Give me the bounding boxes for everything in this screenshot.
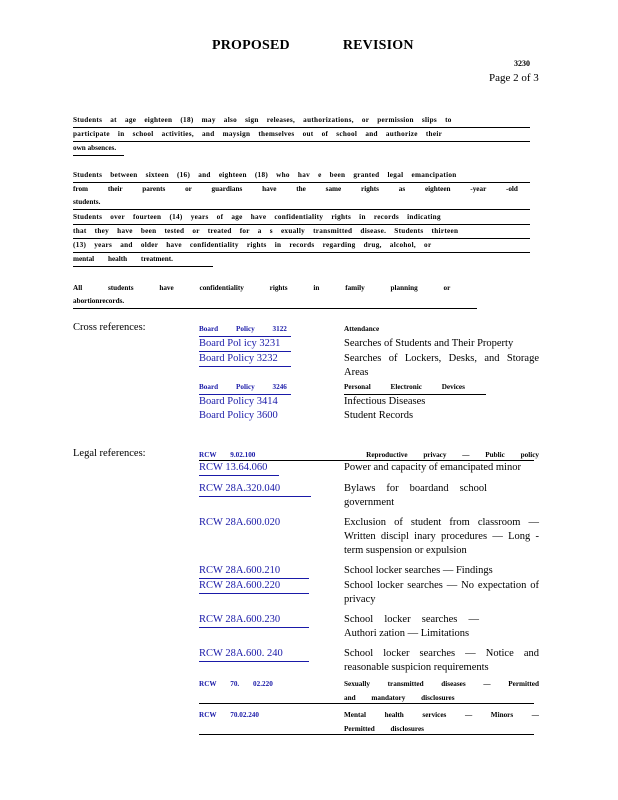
page-title bbox=[212, 38, 414, 54]
legal-reference-row bbox=[199, 677, 539, 705]
cross-reference-row bbox=[199, 395, 539, 409]
legal-reference-row bbox=[199, 564, 539, 579]
cross-reference-link[interactable]: Board Policy 3414 bbox=[199, 396, 278, 407]
cross-references-label: Cross references: bbox=[73, 322, 146, 333]
cross-reference-link[interactable]: Board Policy 3232 bbox=[199, 352, 344, 380]
legal-reference-link[interactable]: RCW 13.64.060 bbox=[199, 461, 344, 476]
paragraph-line: mental health treatment. bbox=[73, 253, 213, 267]
page-number: Page 2 of 3 bbox=[489, 72, 539, 84]
cross-reference-row bbox=[199, 409, 539, 423]
cross-reference-link[interactable]: Board Policy 3246 bbox=[199, 380, 344, 395]
cross-reference-title: Searches of Students and Their Property bbox=[344, 338, 514, 349]
legal-reference-title: Mental health services — Minors — Permitted disclosures bbox=[344, 711, 539, 733]
paragraph-family-planning bbox=[73, 282, 530, 309]
cross-reference-title: Attendance bbox=[344, 325, 380, 333]
legal-reference-row bbox=[199, 708, 539, 736]
legal-reference-row bbox=[199, 461, 539, 476]
legal-reference-link[interactable]: RCW 70.02.240 bbox=[199, 711, 259, 719]
legal-reference-link[interactable]: RCW 70. 02.220 bbox=[199, 680, 273, 688]
legal-reference-title: Reproductive privacy — Public policy bbox=[366, 451, 539, 459]
paragraph-confidentiality bbox=[73, 211, 530, 267]
legal-reference-row bbox=[199, 482, 539, 510]
title-word-2: REVISION bbox=[342, 38, 414, 53]
legal-reference-row bbox=[199, 516, 539, 558]
legal-reference-title: Power and capacity of emancipated minor bbox=[344, 462, 521, 473]
cross-reference-link[interactable]: Board Policy 3600 bbox=[199, 410, 278, 421]
paragraph-line: All students have confidentiality rights in family planning or abortionrecords. bbox=[73, 282, 477, 309]
legal-reference-link[interactable]: RCW 28A.600. 240 bbox=[199, 647, 344, 675]
cross-reference-title: Personal Electronic Devices bbox=[344, 380, 486, 395]
cross-reference-row bbox=[199, 322, 539, 337]
cross-reference-title: Searches of Lockers, Desks, and Storage Areas bbox=[344, 353, 539, 378]
paragraph-line: Students between sixteen (16) and eighteen (18) who hav e been granted legal emancipation bbox=[73, 169, 530, 183]
paragraph-line: Students over fourteen (14) years of age have confidentiality rights in records indicating bbox=[73, 211, 530, 225]
paragraph-line: (13) years and older have confidentiality rights in records regarding drug, alcohol, or bbox=[73, 239, 530, 253]
title-word-1: PROPOSED bbox=[212, 38, 290, 53]
paragraph-line: Students at age eighteen (18) may also sign releases, authorizations, or permission slips to bbox=[73, 114, 530, 128]
legal-reference-row bbox=[199, 613, 539, 641]
legal-reference-link[interactable]: RCW 28A.320.040 bbox=[199, 482, 344, 510]
cross-reference-row bbox=[199, 380, 539, 395]
legal-reference-title: School locker searches — Findings bbox=[344, 565, 493, 576]
cross-reference-link[interactable]: Board Pol icy 3231 bbox=[199, 337, 344, 352]
legal-reference-row bbox=[199, 448, 539, 462]
legal-reference-link[interactable]: RCW 28A.600.210 bbox=[199, 564, 344, 579]
legal-reference-title: Sexually transmitted diseases — Permitted and mandatory disclosures bbox=[344, 680, 539, 702]
cross-reference-row bbox=[199, 337, 539, 352]
paragraph-adult-students bbox=[73, 114, 530, 156]
legal-reference-title: School locker searches — Authori zation — Limitations bbox=[344, 614, 479, 639]
legal-reference-link[interactable]: RCW 28A.600.230 bbox=[199, 613, 344, 641]
paragraph-line: that they have been tested or treated for a s exually transmitted disease. Students thirteen bbox=[73, 225, 530, 239]
paragraph-emancipation bbox=[73, 169, 530, 210]
legal-references-list bbox=[199, 448, 539, 735]
legal-reference-title: School locker searches — Notice and reasonable suspicion requirements bbox=[344, 648, 539, 673]
legal-reference-link[interactable]: RCW 28A.600.020 bbox=[199, 517, 281, 528]
paragraph-line: from their parents or guardians have the same rights as eighteen -year -old students. bbox=[73, 183, 530, 210]
policy-number: 3230 bbox=[514, 59, 530, 68]
legal-reference-link[interactable]: RCW 9.02.100 bbox=[199, 451, 256, 459]
cross-reference-link[interactable]: Board Policy 3122 bbox=[199, 322, 344, 337]
cross-references-list bbox=[199, 322, 539, 423]
legal-reference-link[interactable]: RCW 28A.600.220 bbox=[199, 579, 344, 607]
paragraph-line: participate in school activities, and maysign themselves out of school and authorize their bbox=[73, 128, 530, 142]
legal-references-label: Legal references: bbox=[73, 448, 146, 459]
legal-reference-title: Bylaws for boardand school government bbox=[344, 483, 487, 508]
legal-reference-title: School locker searches — No expectation of privacy bbox=[344, 580, 539, 605]
cross-reference-row bbox=[199, 352, 539, 380]
paragraph-line: own absences. bbox=[73, 142, 124, 156]
legal-reference-title: Exclusion of student from classroom — Written discipl inary procedures — Long - term suspension or expulsion bbox=[344, 517, 539, 556]
cross-reference-title: Infectious Diseases bbox=[344, 396, 426, 407]
legal-reference-row bbox=[199, 579, 539, 607]
legal-reference-row bbox=[199, 647, 539, 675]
cross-reference-title: Student Records bbox=[344, 410, 414, 421]
